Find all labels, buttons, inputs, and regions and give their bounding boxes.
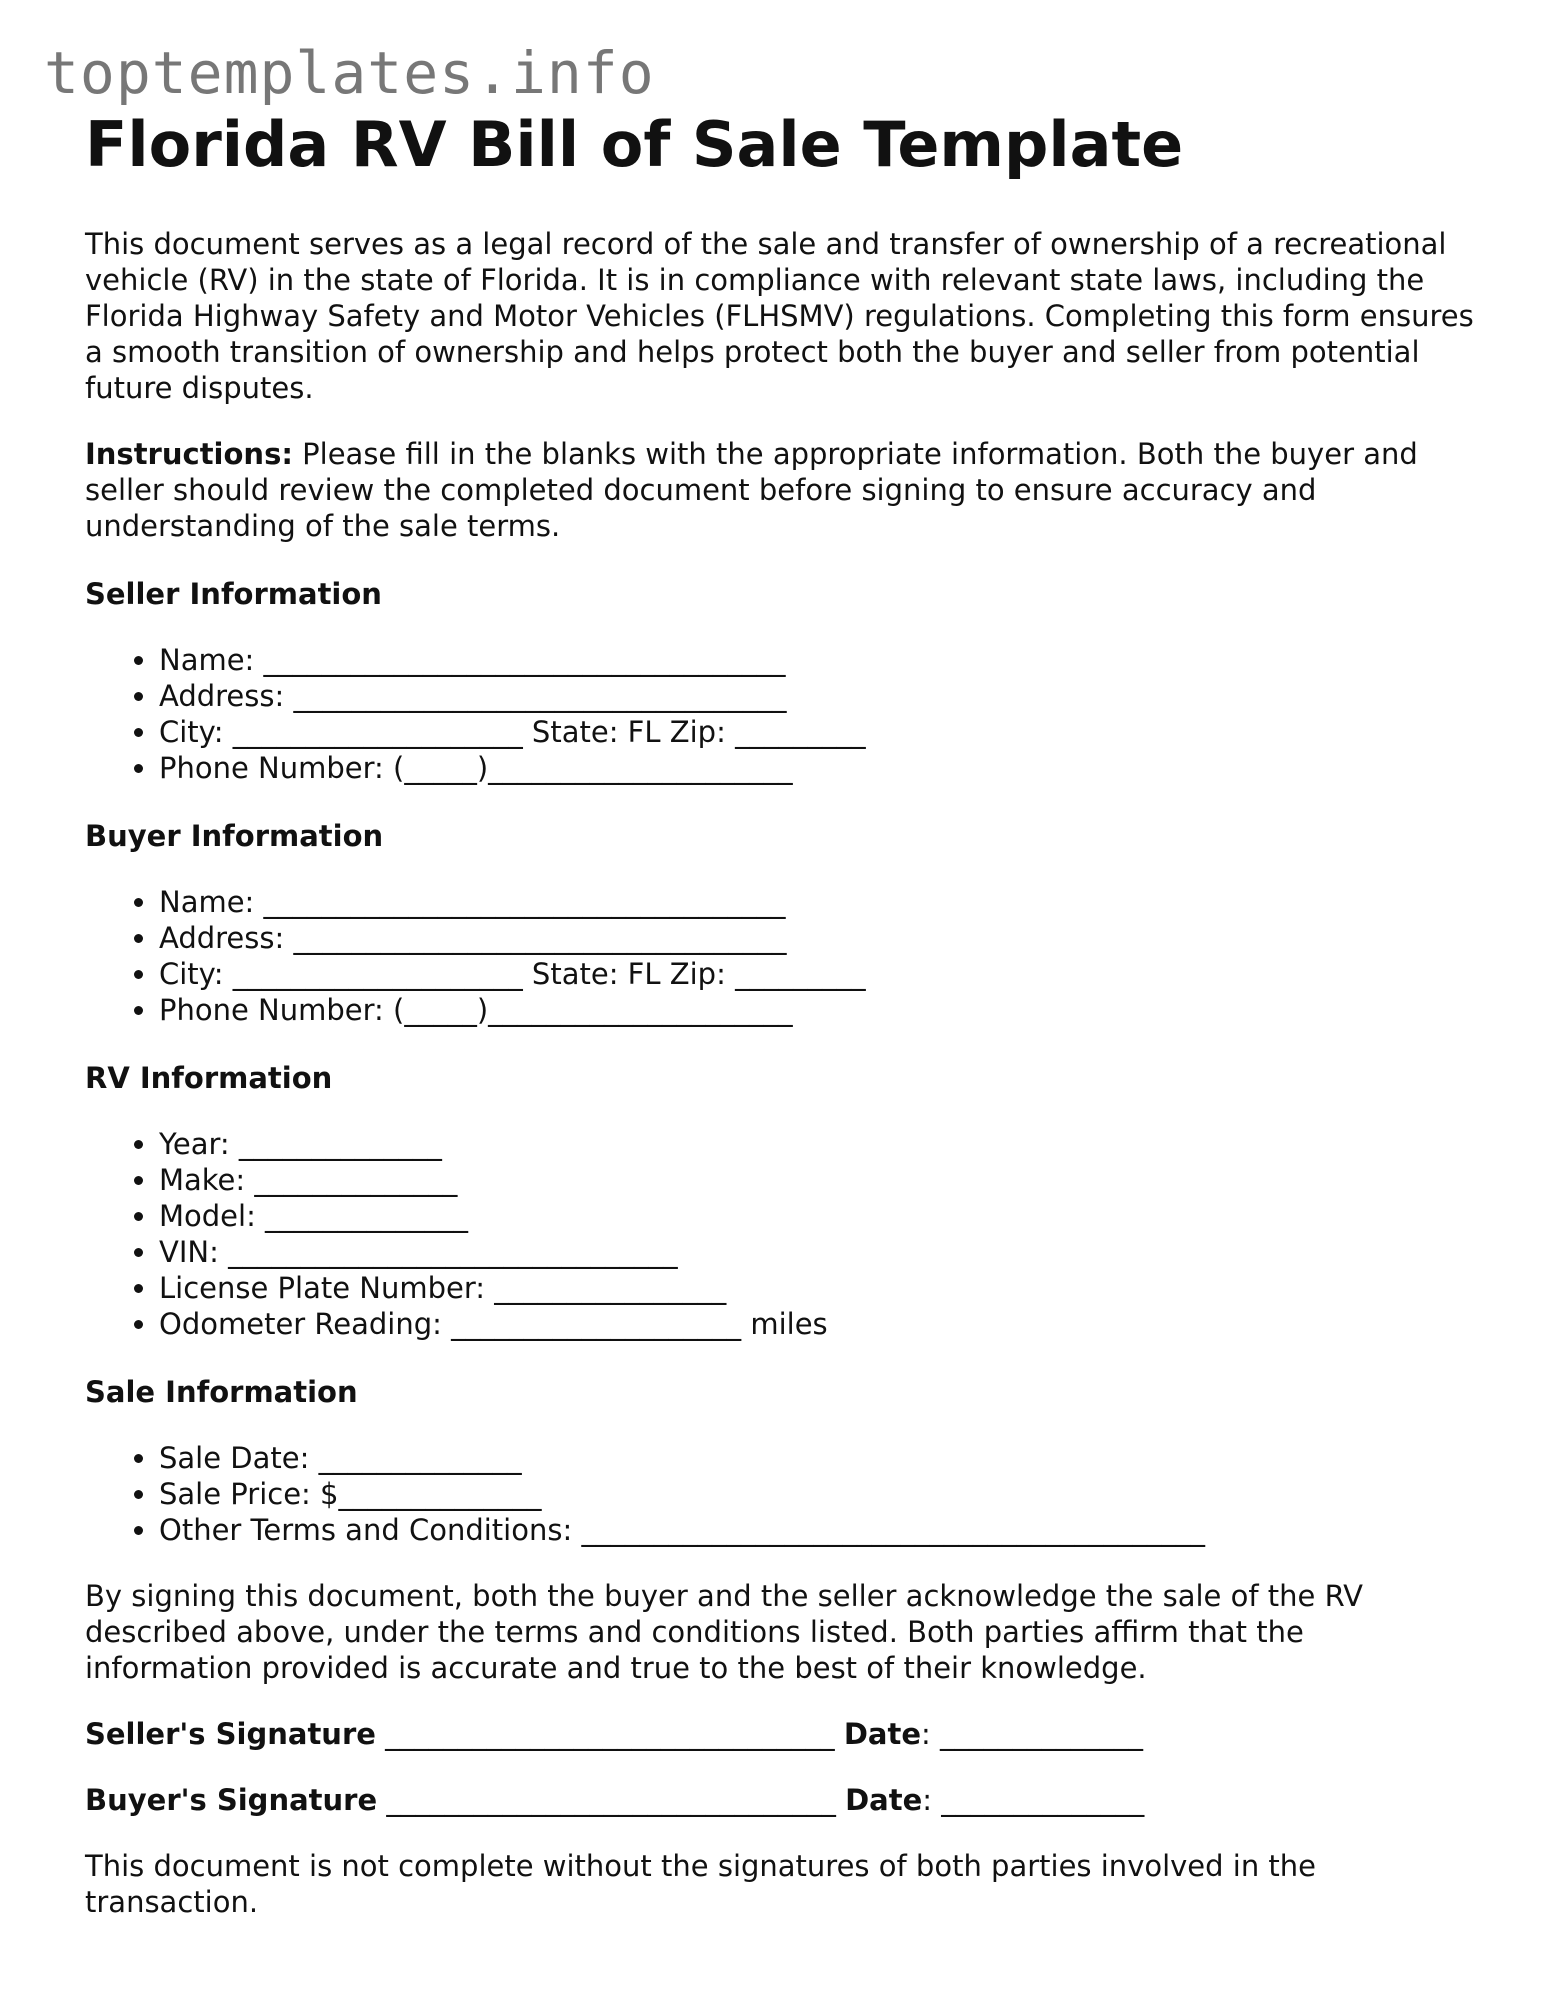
seller-name-field: • Name: ____________________________________ xyxy=(159,642,1475,678)
instructions-text: Please fill in the blanks with the appropriate information. Both the buyer and seller should review the completed document before signing to ensure accuracy and understanding of the sale terms. xyxy=(85,437,1418,543)
buyer-name-field: • Name: ____________________________________ xyxy=(159,884,1475,920)
seller-date-blank: : ______________ xyxy=(921,1717,1144,1751)
intro-paragraph: This document serves as a legal record of the sale and transfer of ownership of a recreational vehicle (RV) in the state of Florida. It is in compliance with relevant state laws, including the Florida Highway Safety and Motor Vehicles (FLHSMV) regulations. Completing this form ensures a smooth transition of ownership and helps protect both the buyer and seller from potential future disputes. xyxy=(85,227,1474,405)
buyer-signature-blank: _______________________________ xyxy=(377,1783,846,1817)
sale-date-field: • Sale Date: ______________ xyxy=(159,1440,1475,1476)
rv-make-field: • Make: ______________ xyxy=(159,1162,1475,1198)
closing-paragraph: This document is not complete without the signatures of both parties involved in the transaction. xyxy=(85,1849,1317,1919)
buyer-heading: Buyer Information xyxy=(85,819,384,853)
seller-signature-blank: _______________________________ xyxy=(375,1717,844,1751)
buyer-signature-label: Buyer's Signature xyxy=(85,1783,378,1817)
buyer-date-label: Date xyxy=(845,1783,923,1817)
buyer-city-field: • City: ____________________ State: FL Zip: _________ xyxy=(159,956,1475,992)
page-title: Florida RV Bill of Sale Template xyxy=(85,108,1184,181)
seller-phone-field: • Phone Number: (_____)_____________________ xyxy=(159,750,1475,786)
buyer-list xyxy=(85,884,1475,1028)
seller-city-field: • City: ____________________ State: FL Zip: _________ xyxy=(159,714,1475,750)
buyer-phone-field: • Phone Number: (_____)_____________________ xyxy=(159,992,1475,1028)
buyer-date-blank: : ______________ xyxy=(922,1783,1145,1817)
seller-heading: Seller Information xyxy=(85,577,382,611)
acknowledgement-paragraph: By signing this document, both the buyer and the seller acknowledge the sale of the RV described above, under the terms and conditions listed. Both parties affirm that the information provided is accurate and true to the best of their knowledge. xyxy=(85,1579,1363,1685)
rv-plate-field: • License Plate Number: ________________ xyxy=(159,1270,1475,1306)
seller-signature-line xyxy=(85,1716,1475,1752)
rv-model-field: • Model: ______________ xyxy=(159,1198,1475,1234)
sale-heading: Sale Information xyxy=(85,1375,358,1409)
instructions-paragraph xyxy=(85,436,1475,544)
rv-year-field: • Year: ______________ xyxy=(159,1126,1475,1162)
seller-date-label: Date xyxy=(843,1717,922,1751)
seller-signature-label: Seller's Signature xyxy=(85,1717,376,1751)
rv-vin-field: • VIN: _______________________________ xyxy=(159,1234,1475,1270)
rv-heading: RV Information xyxy=(85,1061,333,1095)
buyer-signature-line xyxy=(85,1782,1475,1818)
watermark: toptemplates.info xyxy=(44,39,655,107)
sale-list xyxy=(85,1440,1475,1548)
seller-address-field: • Address: __________________________________ xyxy=(159,678,1475,714)
rv-odometer-field: • Odometer Reading: ____________________ miles xyxy=(159,1306,1475,1342)
sale-price-field: • Sale Price: $______________ xyxy=(159,1476,1475,1512)
instructions-label: Instructions: xyxy=(85,437,293,471)
document-body xyxy=(85,108,1475,1920)
buyer-address-field: • Address: __________________________________ xyxy=(159,920,1475,956)
rv-list xyxy=(85,1126,1475,1342)
seller-list xyxy=(85,642,1475,786)
sale-terms-field: • Other Terms and Conditions: ___________________________________________ xyxy=(159,1512,1475,1548)
